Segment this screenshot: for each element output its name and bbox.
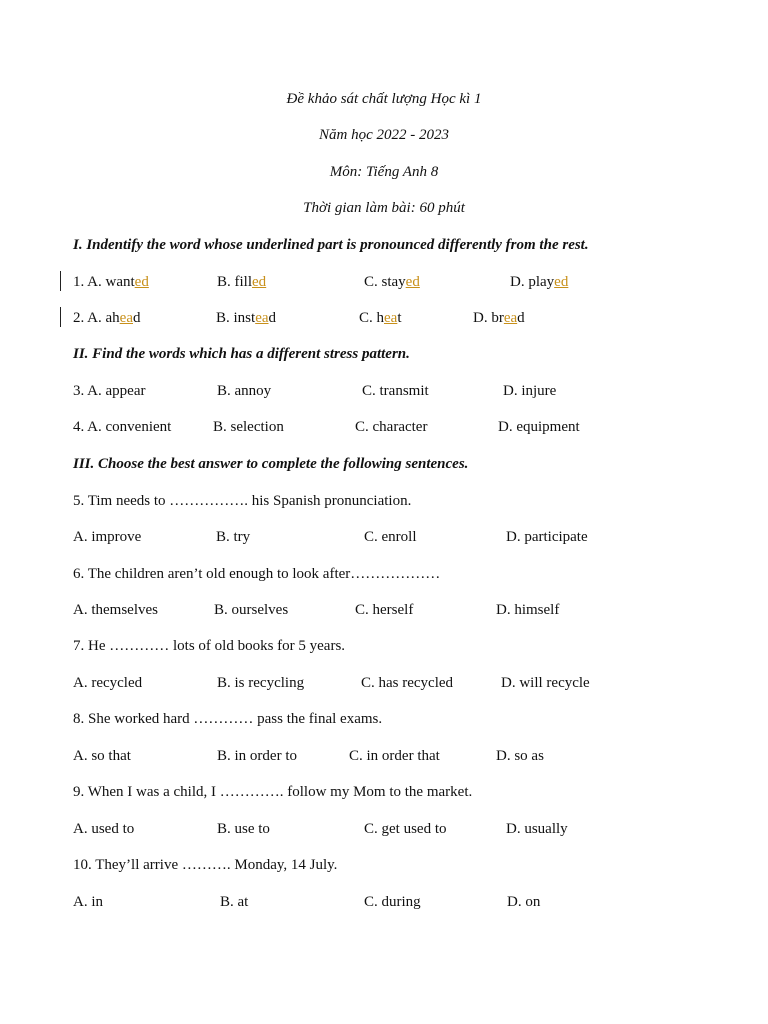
q1-option-c: C. stayed	[364, 274, 420, 290]
q10-option-c: C. during	[364, 894, 421, 910]
question-6-options	[0, 602, 768, 622]
exam-title: Đề khảo sát chất lượng Học kì 1	[286, 91, 482, 107]
question-8-text: 8. She worked hard ………… pass the final exams.	[73, 711, 383, 727]
question-1-options	[0, 274, 768, 294]
question-9-text: 9. When I was a child, I …………. follow my Mom to the market.	[73, 784, 473, 800]
subject: Môn: Tiếng Anh 8	[329, 164, 439, 180]
q7-option-d: D. will recycle	[501, 675, 590, 691]
time-limit: Thời gian làm bài: 60 phút	[303, 200, 465, 216]
question-4-options	[0, 419, 768, 439]
q5-option-b: B. try	[216, 529, 251, 545]
q9-option-d: D. usually	[506, 821, 568, 837]
q2-option-b: B. instead	[216, 310, 277, 326]
q9-option-a: A. used to	[73, 821, 135, 837]
q2-option-d: D. bread	[473, 310, 525, 326]
question-7-text: 7. He ………… lots of old books for 5 years.	[73, 638, 346, 654]
q1-option-b: B. filled	[217, 274, 267, 290]
q10-option-d: D. on	[507, 894, 541, 910]
section-2-heading: II. Find the words which has a different stress pattern.	[73, 346, 410, 362]
q3-option-a: 3. A. appear	[73, 383, 146, 399]
question-10-options	[0, 894, 768, 914]
q3-option-d: D. injure	[503, 383, 557, 399]
question-8-options	[0, 748, 768, 768]
q4-option-c: C. character	[355, 419, 428, 435]
q6-option-d: D. himself	[496, 602, 560, 618]
q5-option-a: A. improve	[73, 529, 142, 545]
question-5-text: 5. Tim needs to ……………. his Spanish pronunciation.	[73, 493, 412, 509]
q3-option-c: C. transmit	[362, 383, 429, 399]
q4-option-d: D. equipment	[498, 419, 580, 435]
section-3-heading: III. Choose the best answer to complete the following sentences.	[73, 456, 469, 472]
question-6-text: 6. The children aren’t old enough to look after………………	[73, 566, 441, 582]
question-10-text: 10. They’ll arrive ………. Monday, 14 July.	[73, 857, 338, 873]
section-1-heading: I. Indentify the word whose underlined part is pronounced differently from the rest.	[73, 237, 589, 253]
q8-option-b: B. in order to	[217, 748, 297, 764]
question-7-options	[0, 675, 768, 695]
q6-option-c: C. herself	[355, 602, 414, 618]
q8-option-a: A. so that	[73, 748, 131, 764]
q8-option-d: D. so as	[496, 748, 544, 764]
q2-option-c: C. heat	[359, 310, 402, 326]
question-3-options	[0, 383, 768, 403]
question-5-options	[0, 529, 768, 549]
q7-option-c: C. has recycled	[361, 675, 454, 691]
q6-option-a: A. themselves	[73, 602, 158, 618]
q6-option-b: B. ourselves	[214, 602, 289, 618]
school-year: Năm học 2022 - 2023	[319, 127, 449, 143]
q5-option-c: C. enroll	[364, 529, 417, 545]
q9-option-b: B. use to	[217, 821, 270, 837]
q10-option-b: B. at	[220, 894, 249, 910]
q9-option-c: C. get used to	[364, 821, 447, 837]
question-9-options	[0, 821, 768, 841]
q7-option-b: B. is recycling	[217, 675, 305, 691]
q10-option-a: A. in	[73, 894, 103, 910]
q4-option-b: B. selection	[213, 419, 284, 435]
q1-option-a: 1. A. wanted	[73, 274, 149, 290]
q8-option-c: C. in order that	[349, 748, 440, 764]
q1-option-d: D. played	[510, 274, 569, 290]
question-2-options	[0, 310, 768, 330]
q4-option-a: 4. A. convenient	[73, 419, 172, 435]
q5-option-d: D. participate	[506, 529, 588, 545]
q2-option-a: 2. A. ahead	[73, 310, 141, 326]
q7-option-a: A. recycled	[73, 675, 143, 691]
q3-option-b: B. annoy	[217, 383, 272, 399]
